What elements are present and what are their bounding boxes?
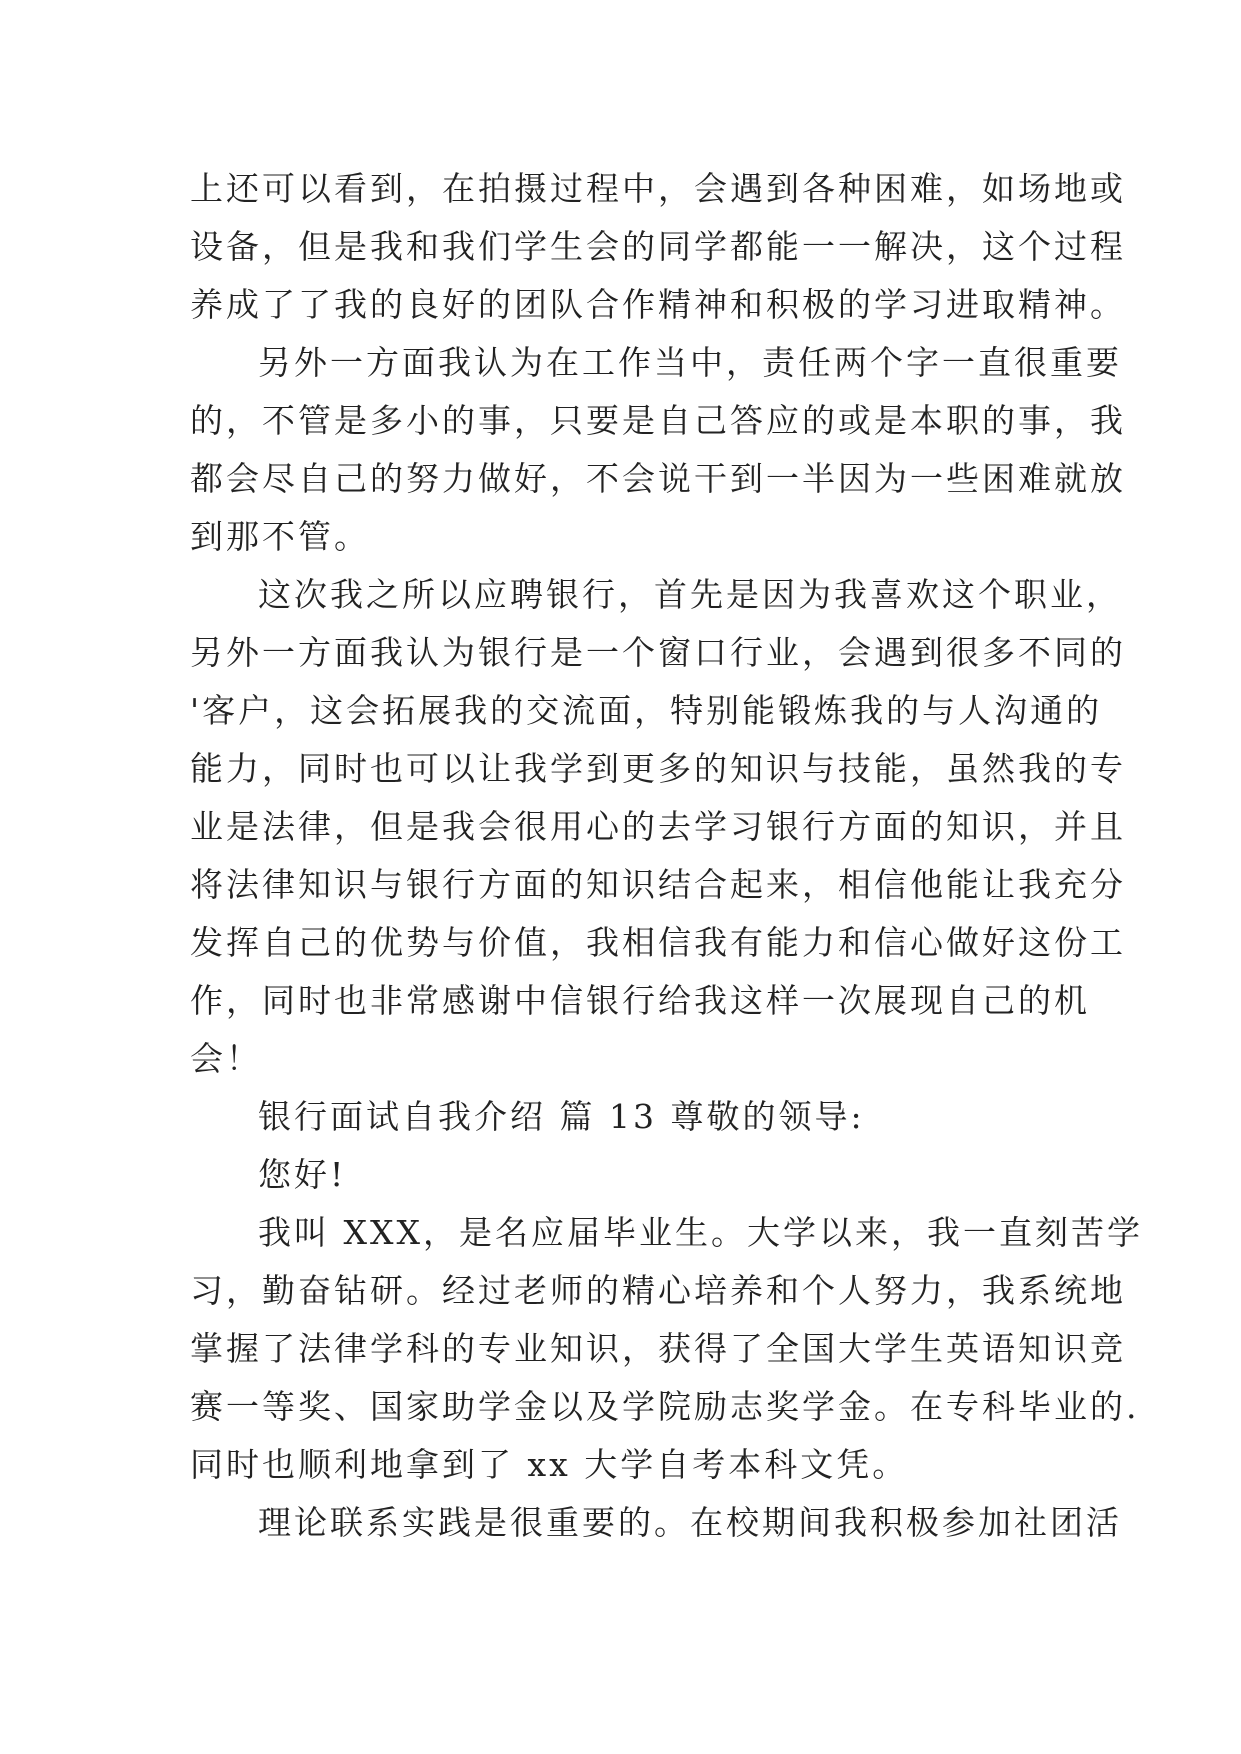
text-line: 能力，同时也可以让我学到更多的知识与技能，虽然我的专 bbox=[190, 749, 1126, 788]
text-line: 业是法律，但是我会很用心的去学习银行方面的知识，并且 bbox=[190, 807, 1126, 846]
text-line: 将法律知识与银行方面的知识结合起来，相信他能让我充分 bbox=[190, 865, 1126, 904]
text-line: 养成了了我的良好的团队合作精神和积极的学习进取精神。 bbox=[190, 285, 1126, 324]
text-line: '客户，这会拓展我的交流面，特别能锻炼我的与人沟通的 bbox=[190, 691, 1103, 730]
text-line: 的，不管是多小的事，只要是自己答应的或是本职的事，我 bbox=[190, 401, 1126, 440]
text-line: 掌握了法律学科的专业知识，获得了全国大学生英语知识竞 bbox=[190, 1329, 1126, 1368]
text-line: 您好! bbox=[258, 1155, 347, 1194]
text-line: 到那不管。 bbox=[190, 517, 370, 556]
text-line: 会！ bbox=[190, 1039, 262, 1078]
text-line: 发挥自己的优势与价值，我相信我有能力和信心做好这份工 bbox=[190, 923, 1126, 962]
text-line: 另外一方面我认为银行是一个窗口行业，会遇到很多不同的 bbox=[190, 633, 1126, 672]
text-line: 赛一等奖、国家助学金以及学院励志奖学金。在专科毕业的. bbox=[190, 1387, 1140, 1426]
text-line: 这次我之所以应聘银行，首先是因为我喜欢这个职业， bbox=[258, 575, 1122, 614]
text-line: 另外一方面我认为在工作当中，责任两个字一直很重要 bbox=[258, 343, 1122, 382]
text-line: 作，同时也非常感谢中信银行给我这样一次展现自己的机 bbox=[190, 981, 1090, 1020]
text-line: 理论联系实践是很重要的。在校期间我积极参加社团活 bbox=[258, 1503, 1122, 1542]
text-line: 同时也顺利地拿到了 xx 大学自考本科文凭。 bbox=[190, 1445, 909, 1484]
text-line: 我叫 XXX，是名应届毕业生。大学以来，我一直刻苦学 bbox=[258, 1213, 1143, 1252]
text-line: 习，勤奋钻研。经过老师的精心培养和个人努力，我系统地 bbox=[190, 1271, 1126, 1310]
text-line: 设备，但是我和我们学生会的同学都能一一解决，这个过程 bbox=[190, 227, 1126, 266]
document-body bbox=[190, 160, 1143, 1552]
text-line: 银行面试自我介绍 篇 13 尊敬的领导: bbox=[258, 1097, 865, 1136]
text-line: 上还可以看到，在拍摄过程中，会遇到各种困难，如场地或 bbox=[190, 169, 1126, 208]
text-line: 都会尽自己的努力做好，不会说干到一半因为一些困难就放 bbox=[190, 459, 1126, 498]
